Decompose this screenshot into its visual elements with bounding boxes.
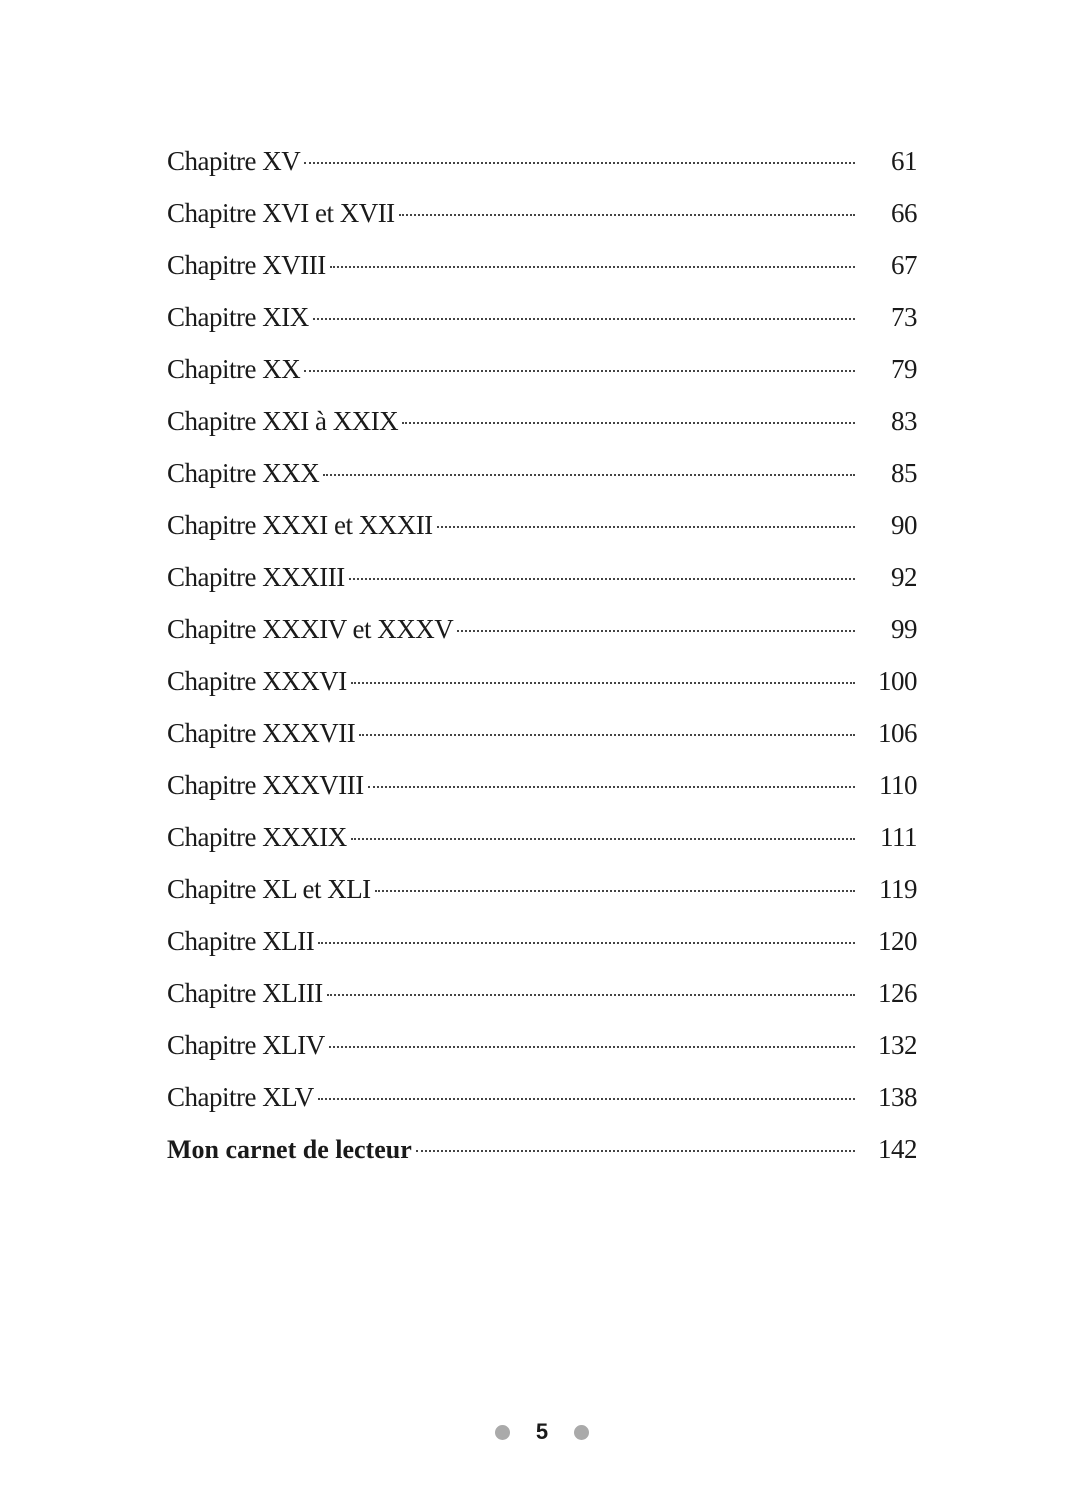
- toc-entry-page: 79: [891, 354, 917, 384]
- footer-dot-left: [495, 1425, 510, 1440]
- toc-entry-page: 73: [891, 302, 917, 332]
- toc-entry[interactable]: [167, 606, 917, 658]
- dot-leader: [399, 214, 855, 216]
- toc-entry-label: Chapitre XXXIX: [167, 822, 347, 852]
- toc-entry[interactable]: [167, 554, 917, 606]
- dot-leader: [330, 266, 855, 268]
- toc-entry-page: 138: [878, 1082, 917, 1112]
- toc-entry[interactable]: [167, 242, 917, 294]
- dot-leader: [351, 838, 855, 840]
- dot-leader: [416, 1150, 855, 1152]
- dot-leader: [318, 942, 855, 944]
- toc-entry-page: 132: [878, 1030, 917, 1060]
- toc-entry-label: Chapitre XXI à XXIX: [167, 406, 399, 436]
- toc-entry-label: Chapitre XIX: [167, 302, 309, 332]
- toc-entry-label: Chapitre XXXIV et XXXV: [167, 614, 454, 644]
- dot-leader: [368, 786, 855, 788]
- toc-entry-page: 100: [878, 666, 917, 696]
- toc-entry-label: Chapitre XVI et XVII: [167, 198, 395, 228]
- toc-entry-label: Chapitre XLII: [167, 926, 315, 956]
- toc-entry[interactable]: [167, 918, 917, 970]
- toc-entry-page: 83: [891, 406, 917, 436]
- dot-leader: [457, 630, 855, 632]
- dot-leader: [323, 474, 855, 476]
- toc-entry-label: Chapitre XXXIII: [167, 562, 345, 592]
- dot-leader: [313, 318, 855, 320]
- toc-entry-page: 110: [879, 770, 917, 800]
- toc-entry[interactable]: [167, 658, 917, 710]
- dot-leader: [304, 162, 855, 164]
- toc-entry-label: Chapitre XXXVIII: [167, 770, 364, 800]
- dot-leader: [437, 526, 855, 528]
- dot-leader: [375, 890, 855, 892]
- toc-entry-label: Chapitre XXXVI: [167, 666, 347, 696]
- toc-entry-page: 111: [880, 822, 917, 852]
- dot-leader: [327, 994, 855, 996]
- toc-entry-label: Chapitre XX: [167, 354, 301, 384]
- toc-entry-page: 120: [878, 926, 917, 956]
- toc-entry-page: 90: [891, 510, 917, 540]
- toc-entry-label: Chapitre XVIII: [167, 250, 326, 280]
- toc-entry-reading-notebook[interactable]: [167, 1126, 917, 1178]
- dot-leader: [318, 1098, 855, 1100]
- dot-leader: [359, 734, 855, 736]
- toc-entry-page: 85: [891, 458, 917, 488]
- toc-entry-label: Mon carnet de lecteur: [167, 1135, 412, 1164]
- toc-entry-page: 92: [891, 562, 917, 592]
- toc-entry-label: Chapitre XV: [167, 146, 301, 176]
- toc-entry-label: Chapitre XLIV: [167, 1030, 325, 1060]
- toc-entry[interactable]: [167, 970, 917, 1022]
- toc-entry-page: 66: [891, 198, 917, 228]
- dot-leader: [402, 422, 855, 424]
- toc-entry-label: Chapitre XLIII: [167, 978, 323, 1008]
- toc-entry-page: 119: [879, 874, 917, 904]
- dot-leader: [304, 370, 855, 372]
- toc-entry[interactable]: [167, 138, 917, 190]
- dot-leader: [349, 578, 855, 580]
- toc-entry[interactable]: [167, 866, 917, 918]
- toc-entry-page: 142: [878, 1134, 917, 1164]
- toc-entry-label: Chapitre XXXVII: [167, 718, 356, 748]
- toc-entry[interactable]: [167, 710, 917, 762]
- footer-dot-right: [574, 1425, 589, 1440]
- toc-entry[interactable]: [167, 1074, 917, 1126]
- toc-entry[interactable]: [167, 398, 917, 450]
- toc-entry[interactable]: [167, 190, 917, 242]
- toc-entry[interactable]: [167, 1022, 917, 1074]
- toc-entry[interactable]: [167, 502, 917, 554]
- page-footer: [0, 1414, 1084, 1450]
- toc-entry-page: 99: [891, 614, 917, 644]
- toc-entry[interactable]: [167, 814, 917, 866]
- toc-entry-label: Chapitre XL et XLI: [167, 874, 371, 904]
- toc-entry-label: Chapitre XXXI et XXXII: [167, 510, 433, 540]
- toc-entry-label: Chapitre XXX: [167, 458, 320, 488]
- toc-entry-page: 61: [891, 146, 917, 176]
- toc-entry[interactable]: [167, 346, 917, 398]
- toc-entry[interactable]: [167, 450, 917, 502]
- toc-entry[interactable]: [167, 294, 917, 346]
- toc-entry-page: 106: [878, 718, 917, 748]
- dot-leader: [329, 1046, 855, 1048]
- dot-leader: [351, 682, 855, 684]
- page-number: 5: [535, 1419, 549, 1444]
- toc-entry-page: 67: [891, 250, 917, 280]
- toc-entry-label: Chapitre XLV: [167, 1082, 314, 1112]
- toc-entry-page: 126: [878, 978, 917, 1008]
- toc-entry[interactable]: [167, 762, 917, 814]
- table-of-contents: [167, 138, 917, 1178]
